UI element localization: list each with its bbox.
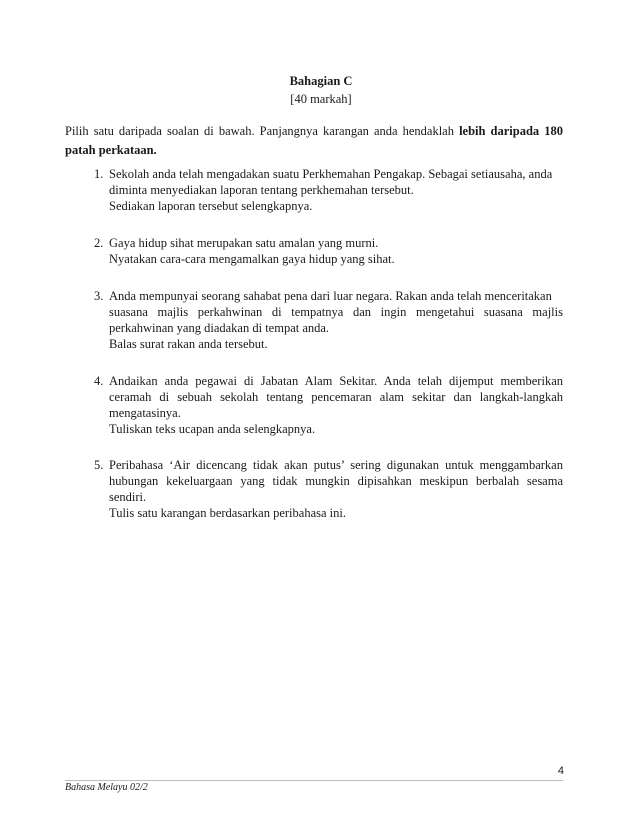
question-line: perkahwinan yang diadakan di tempat anda.	[109, 321, 330, 335]
question-line: Andaikan anda pegawai di Jabatan Alam Sekitar. Anda telah dijemput memberikan	[109, 374, 563, 388]
question-item	[65, 373, 563, 437]
question-list	[65, 166, 563, 521]
question-line: ceramah di sebuah sekolah tentang pencemaran alam sekitar dan langkah-langkah	[109, 390, 563, 404]
question-line: sendiri.	[109, 490, 147, 504]
question-line: Gaya hidup sihat merupakan satu amalan yang murni.	[109, 236, 379, 250]
question-line: Sediakan laporan tersebut selengkapnya.	[109, 199, 313, 213]
instructions	[65, 122, 563, 160]
footer-divider	[65, 780, 563, 781]
section-title: Bahagian C	[289, 74, 353, 88]
question-spacer	[65, 267, 563, 288]
question-line: Nyatakan cara-cara mengamalkan gaya hidup yang sihat.	[109, 252, 395, 266]
question-line: Balas surat rakan anda tersebut.	[109, 337, 268, 351]
question-spacer	[65, 352, 563, 373]
question-line: diminta menyediakan laporan tentang perkhemahan tersebut.	[109, 183, 414, 197]
question-line: Tuliskan teks ucapan anda selengkapnya.	[109, 422, 316, 436]
question-spacer	[65, 214, 563, 235]
question-number: 4.	[94, 374, 104, 388]
question-item	[65, 288, 563, 352]
question-line: hubungan kekeluargaan yang tidak mungkin dipisahkan meskipun berbalah sesama	[109, 474, 563, 488]
instructions-emphasis: lebih daripada 180 patah perkataan.	[65, 124, 563, 157]
question-item	[65, 235, 563, 267]
question-line: mengatasinya.	[109, 406, 181, 420]
question-item	[65, 457, 563, 521]
page-number: 4	[557, 765, 564, 777]
question-number: 5.	[94, 458, 104, 472]
question-number: 1.	[94, 167, 104, 181]
question-line: Peribahasa ‘Air dicencang tidak akan putus’ sering digunakan untuk menggambarkan	[109, 458, 563, 472]
question-spacer	[65, 437, 563, 457]
question-line: Tulis satu karangan berdasarkan peribahasa ini.	[109, 506, 346, 520]
question-number: 2.	[94, 236, 104, 250]
question-line: Sekolah anda telah mengadakan suatu Perkhemahan Pengakap. Sebagai setiausaha, anda	[109, 167, 553, 181]
footer-text: Bahasa Melayu 02/2	[65, 782, 148, 793]
question-item	[65, 166, 563, 214]
section-header	[0, 72, 638, 108]
question-number: 3.	[94, 289, 104, 303]
question-line: suasana majlis perkahwinan di tempatnya dan ingin mengetahui suasana majlis	[109, 305, 563, 319]
section-marks: [40 markah]	[290, 92, 352, 106]
instructions-text: Pilih satu daripada soalan di bawah. Panjangnya karangan anda hendaklah	[65, 124, 460, 138]
question-line: Anda mempunyai seorang sahabat pena dari luar negara. Rakan anda telah menceritakan	[109, 289, 552, 303]
